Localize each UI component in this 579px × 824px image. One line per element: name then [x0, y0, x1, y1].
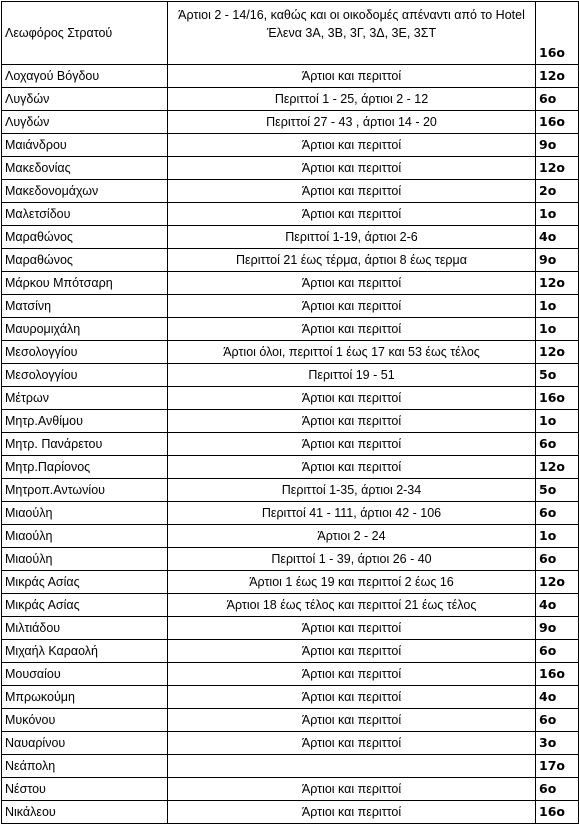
- school-cell[interactable]: 16ο: [536, 801, 579, 824]
- street-cell[interactable]: Μυκόνου: [2, 709, 168, 732]
- street-cell[interactable]: Ναυαρίνου: [2, 732, 168, 755]
- table-row: [2, 295, 579, 318]
- house-numbers-cell[interactable]: Άρτιοι και περιττοί: [168, 318, 536, 341]
- house-numbers-cell[interactable]: Άρτιοι 2 - 24: [168, 525, 536, 548]
- house-numbers-cell[interactable]: Περιττοί 41 - 111, άρτιοι 42 - 106: [168, 502, 536, 525]
- street-cell[interactable]: Λεωφόρος Στρατού: [2, 2, 168, 65]
- street-cell[interactable]: Μακεδονομάχων: [2, 180, 168, 203]
- street-cell[interactable]: Μακεδονίας: [2, 157, 168, 180]
- street-cell[interactable]: Λυγδών: [2, 88, 168, 111]
- table-row: [2, 502, 579, 525]
- street-cell[interactable]: Νικάλεου: [2, 801, 168, 824]
- school-cell[interactable]: 12ο: [536, 456, 579, 479]
- house-numbers-cell[interactable]: Περιττοί 1 - 25, άρτιοι 2 - 12: [168, 88, 536, 111]
- table-row: [2, 548, 579, 571]
- school-cell[interactable]: 12ο: [536, 341, 579, 364]
- house-numbers-cell[interactable]: Άρτιοι και περιττοί: [168, 433, 536, 456]
- table-row: [2, 111, 579, 134]
- school-cell[interactable]: 2ο: [536, 180, 579, 203]
- house-numbers-cell[interactable]: Άρτιοι 18 έως τέλος και περιττοί 21 έως τέλος: [168, 594, 536, 617]
- house-numbers-cell[interactable]: Άρτιοι και περιττοί: [168, 456, 536, 479]
- table-row: [2, 732, 579, 755]
- table-row: [2, 318, 579, 341]
- table-row: [2, 663, 579, 686]
- school-cell[interactable]: 1ο: [536, 410, 579, 433]
- school-cell[interactable]: 17ο: [536, 755, 579, 778]
- table-row: [2, 387, 579, 410]
- street-cell[interactable]: Μαλετσίδου: [2, 203, 168, 226]
- house-numbers-cell[interactable]: Άρτιοι και περιττοί: [168, 663, 536, 686]
- street-cell[interactable]: Μπρωκούμη: [2, 686, 168, 709]
- table-row: [2, 571, 579, 594]
- street-cell[interactable]: Μουσαίου: [2, 663, 168, 686]
- school-cell[interactable]: 12ο: [536, 65, 579, 88]
- table-row: [2, 226, 579, 249]
- school-cell[interactable]: 16ο: [536, 663, 579, 686]
- table-row: [2, 341, 579, 364]
- school-cell[interactable]: 6ο: [536, 778, 579, 801]
- street-cell[interactable]: Λοχαγού Βόγδου: [2, 65, 168, 88]
- table-row: [2, 433, 579, 456]
- house-numbers-cell[interactable]: Άρτιοι και περιττοί: [168, 203, 536, 226]
- street-cell[interactable]: Νεάπολη: [2, 755, 168, 778]
- street-cell[interactable]: Μικράς Ασίας: [2, 571, 168, 594]
- street-cell[interactable]: Μητρ.Ανθίμου: [2, 410, 168, 433]
- house-numbers-cell[interactable]: Άρτιοι και περιττοί: [168, 801, 536, 824]
- house-numbers-cell[interactable]: Άρτιοι και περιττοί: [168, 295, 536, 318]
- street-cell[interactable]: Μαυρομιχάλη: [2, 318, 168, 341]
- school-cell[interactable]: 16ο: [536, 111, 579, 134]
- street-cell[interactable]: Μεσολογγίου: [2, 364, 168, 387]
- school-cell[interactable]: 6ο: [536, 433, 579, 456]
- school-cell[interactable]: 9ο: [536, 249, 579, 272]
- house-numbers-cell[interactable]: Άρτιοι όλοι, περιττοί 1 έως 17 και 53 έως τέλος: [168, 341, 536, 364]
- street-cell[interactable]: Μιαούλη: [2, 548, 168, 571]
- street-cell[interactable]: Μητροπ.Αντωνίου: [2, 479, 168, 502]
- street-cell[interactable]: Μιαούλη: [2, 502, 168, 525]
- table-row: [2, 617, 579, 640]
- school-cell[interactable]: 6ο: [536, 88, 579, 111]
- table-row: [2, 640, 579, 663]
- street-school-table: [1, 1, 579, 824]
- street-cell[interactable]: Ματσίνη: [2, 295, 168, 318]
- street-cell[interactable]: Μάρκου Μπότσαρη: [2, 272, 168, 295]
- house-numbers-cell[interactable]: Περιττοί 21 έως τέρμα, άρτιοι 8 έως τερμα: [168, 249, 536, 272]
- house-numbers-cell[interactable]: Άρτιοι και περιττοί: [168, 65, 536, 88]
- school-cell[interactable]: 16ο: [536, 387, 579, 410]
- school-cell[interactable]: 6ο: [536, 548, 579, 571]
- street-cell[interactable]: Μιλτιάδου: [2, 617, 168, 640]
- house-numbers-cell[interactable]: Περιττοί 1-19, άρτιοι 2-6: [168, 226, 536, 249]
- table-row: [2, 272, 579, 295]
- school-cell[interactable]: 1ο: [536, 295, 579, 318]
- school-cell[interactable]: 12ο: [536, 571, 579, 594]
- house-numbers-cell[interactable]: Περιττοί 1-35, άρτιοι 2-34: [168, 479, 536, 502]
- school-cell[interactable]: 5ο: [536, 479, 579, 502]
- house-numbers-cell[interactable]: Άρτιοι και περιττοί: [168, 617, 536, 640]
- table-row: [2, 778, 579, 801]
- street-cell[interactable]: Μαραθώνος: [2, 226, 168, 249]
- house-numbers-cell[interactable]: Περιττοί 1 - 39, άρτιοι 26 - 40: [168, 548, 536, 571]
- school-cell[interactable]: 1ο: [536, 203, 579, 226]
- table-row: [2, 88, 579, 111]
- house-numbers-cell[interactable]: Άρτιοι και περιττοί: [168, 709, 536, 732]
- school-cell[interactable]: 4ο: [536, 594, 579, 617]
- table-row: [2, 249, 579, 272]
- street-cell[interactable]: Μητρ. Πανάρετου: [2, 433, 168, 456]
- street-cell[interactable]: Μέτρων: [2, 387, 168, 410]
- house-numbers-cell[interactable]: Άρτιοι και περιττοί: [168, 387, 536, 410]
- house-numbers-cell[interactable]: Άρτιοι και περιττοί: [168, 778, 536, 801]
- street-cell[interactable]: Μητρ.Παρίονος: [2, 456, 168, 479]
- school-cell[interactable]: 3ο: [536, 732, 579, 755]
- street-cell[interactable]: Μιχαήλ Καραολή: [2, 640, 168, 663]
- school-cell[interactable]: 5ο: [536, 364, 579, 387]
- table-row: [2, 801, 579, 824]
- school-cell[interactable]: 16ο: [536, 2, 579, 65]
- table-row: [2, 410, 579, 433]
- street-cell[interactable]: Μεσολογγίου: [2, 341, 168, 364]
- table-row: [2, 525, 579, 548]
- street-cell[interactable]: Μαραθώνος: [2, 249, 168, 272]
- school-cell[interactable]: 1ο: [536, 318, 579, 341]
- table-row: [2, 479, 579, 502]
- table-row: [2, 65, 579, 88]
- house-numbers-cell[interactable]: [168, 755, 536, 778]
- table-row: [2, 203, 579, 226]
- street-cell[interactable]: Μικράς Ασίας: [2, 594, 168, 617]
- school-cell[interactable]: 9ο: [536, 617, 579, 640]
- table-row: [2, 755, 579, 778]
- school-cell[interactable]: 6ο: [536, 640, 579, 663]
- school-cell[interactable]: 4ο: [536, 686, 579, 709]
- house-numbers-cell[interactable]: Άρτιοι και περιττοί: [168, 732, 536, 755]
- table-row: [2, 364, 579, 387]
- house-numbers-cell[interactable]: Άρτιοι και περιττοί: [168, 272, 536, 295]
- table-row: [2, 180, 579, 203]
- house-numbers-cell[interactable]: Άρτιοι και περιττοί: [168, 640, 536, 663]
- school-cell[interactable]: 12ο: [536, 272, 579, 295]
- table-row: [2, 456, 579, 479]
- table-row: [2, 2, 579, 65]
- school-cell[interactable]: 6ο: [536, 709, 579, 732]
- table-row: [2, 594, 579, 617]
- school-cell[interactable]: 6ο: [536, 502, 579, 525]
- street-cell[interactable]: Μιαούλη: [2, 525, 168, 548]
- house-numbers-cell[interactable]: Άρτιοι 1 έως 19 και περιττοί 2 έως 16: [168, 571, 536, 594]
- street-cell[interactable]: Νέστου: [2, 778, 168, 801]
- house-numbers-cell[interactable]: Άρτιοι και περιττοί: [168, 410, 536, 433]
- house-numbers-cell[interactable]: Περιττοί 19 - 51: [168, 364, 536, 387]
- house-numbers-cell[interactable]: Άρτιοι και περιττοί: [168, 134, 536, 157]
- house-numbers-cell[interactable]: Άρτιοι και περιττοί: [168, 180, 536, 203]
- table-body: [2, 2, 579, 824]
- school-cell[interactable]: 1ο: [536, 525, 579, 548]
- house-numbers-cell[interactable]: Άρτιοι και περιττοί: [168, 686, 536, 709]
- table-row: [2, 157, 579, 180]
- street-cell[interactable]: Μαιάνδρου: [2, 134, 168, 157]
- table-row: [2, 134, 579, 157]
- school-cell[interactable]: 4ο: [536, 226, 579, 249]
- school-cell[interactable]: 9ο: [536, 134, 579, 157]
- table-row: [2, 709, 579, 732]
- school-cell[interactable]: 12ο: [536, 157, 579, 180]
- house-numbers-cell[interactable]: Περιττοί 27 - 43 , άρτιοι 14 - 20: [168, 111, 536, 134]
- house-numbers-cell[interactable]: Άρτιοι και περιττοί: [168, 157, 536, 180]
- street-cell[interactable]: Λυγδών: [2, 111, 168, 134]
- table-row: [2, 686, 579, 709]
- house-numbers-cell[interactable]: Άρτιοι 2 - 14/16, καθώς και οι οικοδομές απέναντι από το Hotel Έλενα 3Α, 3Β, 3Γ, 3Δ, 3Ε, 3ΣΤ: [168, 2, 536, 65]
